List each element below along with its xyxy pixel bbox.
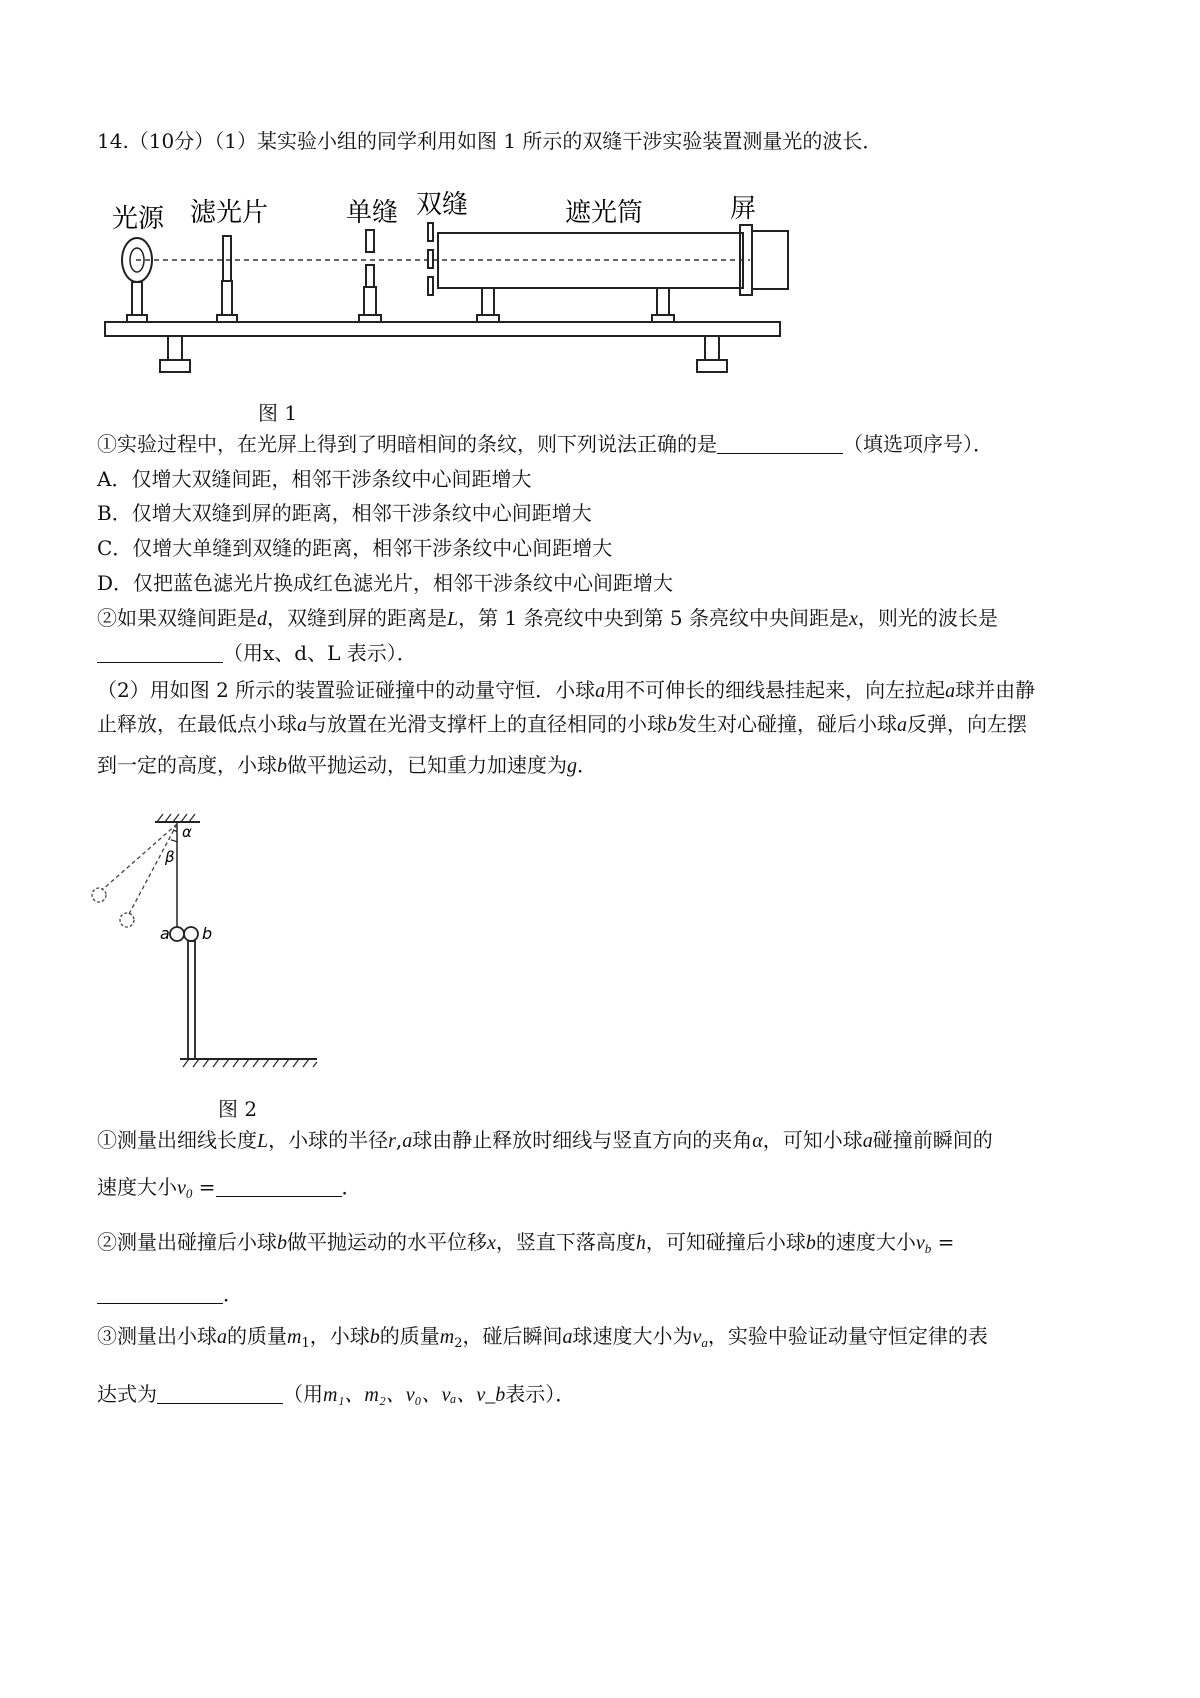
part2-q1-line1: ①测量出细线长度L，小球的半径r,a球由静止释放时细线与竖直方向的夹角α，可知小球a碰撞前瞬间的 <box>97 1128 993 1152</box>
answer-blank-5[interactable] <box>157 1383 283 1404</box>
single-slit-icon <box>366 230 374 252</box>
option-c: C．仅增大单缝到双缝的距离，相邻干涉条纹中心间距增大 <box>97 536 613 560</box>
answer-blank-1[interactable] <box>717 433 843 454</box>
part2-intro-2: 止释放，在最低点小球a与放置在光滑支撑杆上的直径相同的小球b发生对心碰撞，碰后小球a反弹，向左摆 <box>97 712 1027 736</box>
double-slit-icon <box>428 223 433 241</box>
option-a: A．仅增大双缝间距，相邻干涉条纹中心间距增大 <box>97 467 532 491</box>
label-double-slit: 双缝 <box>416 190 469 220</box>
label-screen: 屏 <box>730 194 757 224</box>
ball-b-icon <box>184 927 198 941</box>
ball-a-icon <box>170 927 184 941</box>
optical-bench <box>105 322 780 336</box>
answer-blank-3[interactable] <box>216 1176 342 1197</box>
part1-q2: ②如果双缝间距是d，双缝到屏的距离是L，第 1 条亮纹中央到第 5 条亮纹中央间距是x，则光的波长是 <box>97 606 998 630</box>
part2-q2-line2: ． <box>97 1280 243 1308</box>
label-alpha: α <box>182 823 192 841</box>
filter-icon <box>223 236 231 281</box>
part2-q3-line2: 达式为 （用m₁、m₂、v₀、vₐ、v_b表示）． <box>97 1382 576 1406</box>
support-rod <box>188 941 195 1059</box>
figure2-pendulum <box>85 810 335 1075</box>
label-ball-b: b <box>202 924 213 943</box>
part2-intro-1: （2）用如图 2 所示的装置验证碰撞中的动量守恒．小球a用不可伸长的细线悬挂起来，向左拉起a球并由静 <box>97 678 1036 702</box>
answer-blank-2[interactable] <box>97 642 223 663</box>
figure1-caption: 图 1 <box>258 401 298 425</box>
part2-q3-line1: ③测量出小球a的质量$m_1$，小球b的质量$m_2$，碰后瞬间a球速度大小为$v_a$，实验中验证动量守恒定律的表 <box>97 1324 988 1351</box>
part2-q1-line2: 速度大小$v_0$ = ． <box>97 1175 362 1201</box>
option-d: D．仅把蓝色滤光片换成红色滤光片，相邻干涉条纹中心间距增大 <box>97 571 674 595</box>
part1-q1: ①实验过程中，在光屏上得到了明暗相间的条纹，则下列说法正确的是 （填选项序号）． <box>97 432 993 456</box>
part1-q2-answer: （用x、d、L 表示）． <box>97 639 417 667</box>
label-single-slit: 单缝 <box>346 198 399 228</box>
label-shade-tube: 遮光筒 <box>565 198 644 228</box>
part2-intro-3: 到一定的高度，小球b做平抛运动，已知重力加速度为g． <box>97 753 597 777</box>
label-filter: 滤光片 <box>190 198 269 228</box>
figure1-apparatus <box>100 185 800 385</box>
label-light-source: 光源 <box>112 204 165 234</box>
answer-blank-4[interactable] <box>97 1283 223 1304</box>
label-beta: β <box>165 848 175 866</box>
option-b: B．仅增大双缝到屏的距离，相邻干涉条纹中心间距增大 <box>97 501 592 525</box>
part2-q2-line1: ②测量出碰撞后小球b做平抛运动的水平位移x，竖直下落高度h，可知碰撞后小球b的速度大小$v_b$ = <box>97 1230 955 1256</box>
question-intro: 14.（10分）（1）某实验小组的同学利用如图 1 所示的双缝干涉实验装置测量光的波长． <box>97 129 883 153</box>
figure2-caption: 图 2 <box>218 1097 258 1121</box>
label-ball-a: a <box>160 924 170 943</box>
